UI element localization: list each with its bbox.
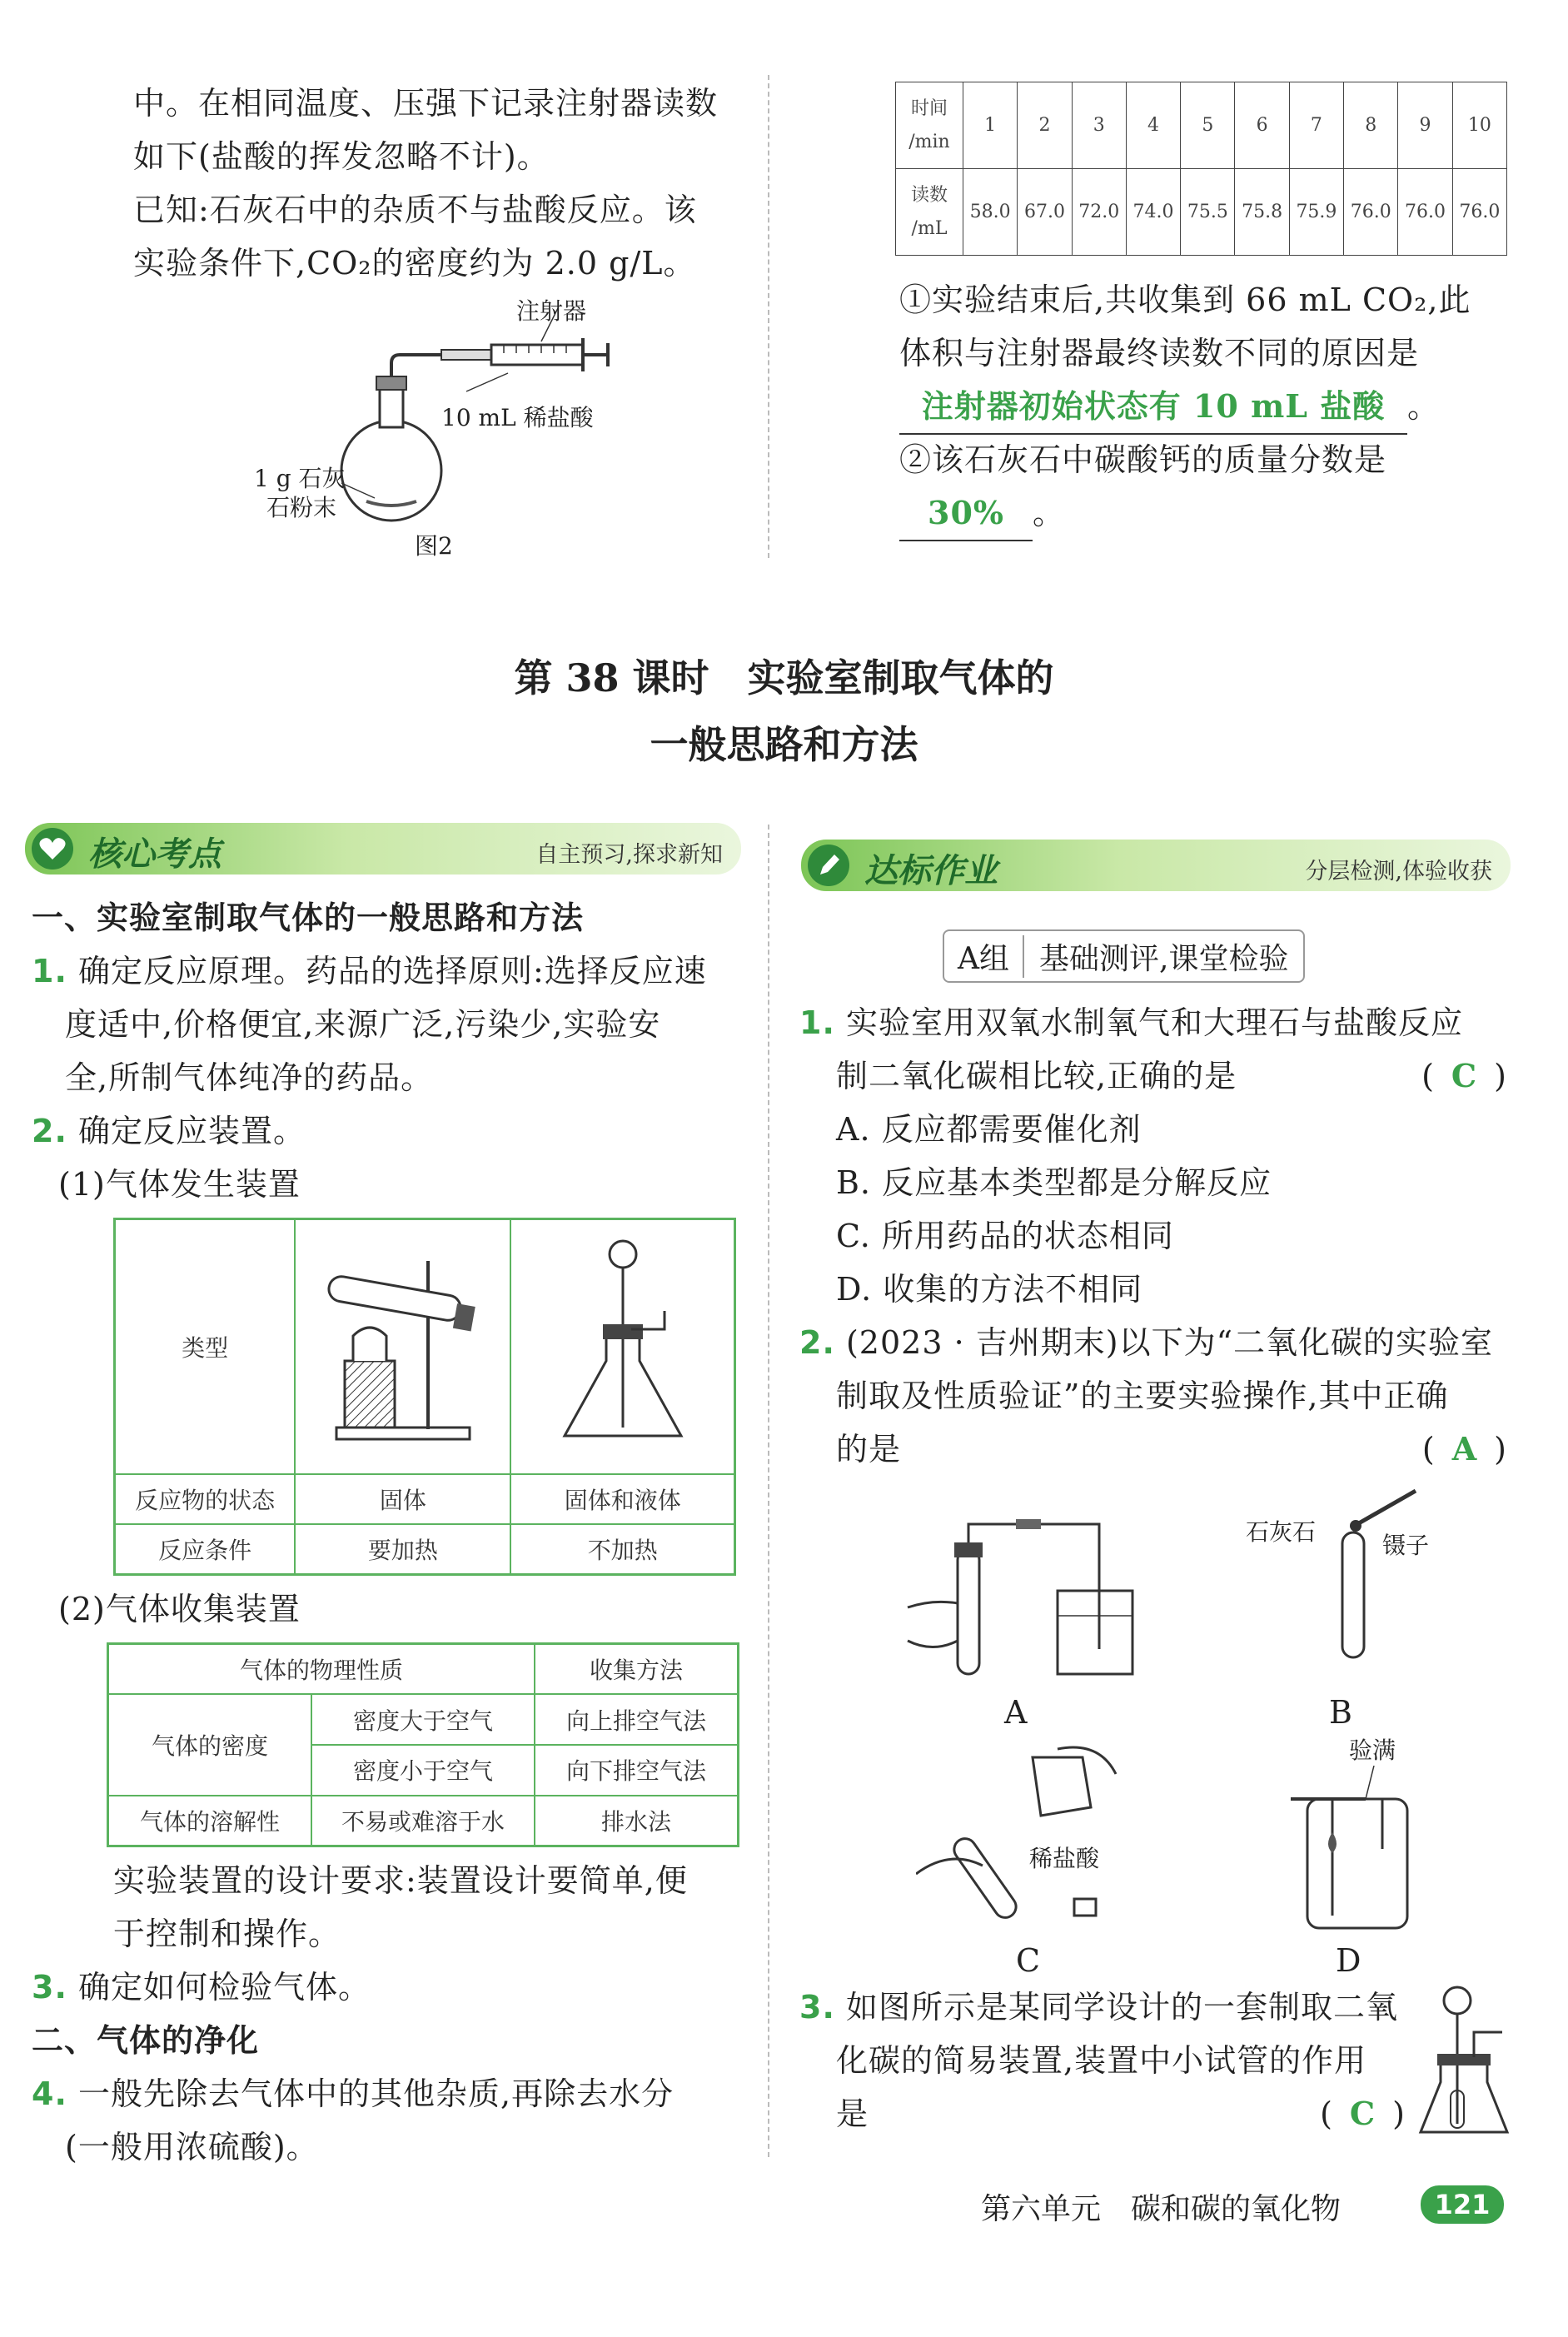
fig-d-label: D xyxy=(1336,1942,1362,1979)
type-label: 类型 xyxy=(115,1219,296,1475)
time-cell: 4 xyxy=(1126,82,1180,169)
fig-c-label: C xyxy=(1016,1942,1042,1979)
reading-cell: 76.0 xyxy=(1398,169,1452,256)
rq2-answer: A xyxy=(1451,1430,1478,1467)
downward-air-method: 向下排空气法 xyxy=(535,1745,739,1796)
q1-line-2: 体积与注射器最终读数不同的原因是 xyxy=(899,335,1420,371)
rq1: 1. 实验室用双氧水制氧气和大理石与盐酸反应 xyxy=(799,1004,1463,1041)
pencil-icon xyxy=(808,845,849,886)
item-4: 4. 一般先除去气体中的其他杂质,再除去水分 xyxy=(32,2075,674,2112)
solubility-label: 气体的溶解性 xyxy=(108,1796,312,1846)
label-hydrochloric-acid: 10 mL 稀盐酸 xyxy=(441,404,594,431)
heating-apparatus-cell xyxy=(295,1219,510,1475)
state-solid-liquid: 固体和液体 xyxy=(510,1474,734,1524)
time-cell: 6 xyxy=(1235,82,1289,169)
label-dilute-hcl: 稀盐酸 xyxy=(1029,1845,1100,1872)
fig-a-label: A xyxy=(1004,1694,1028,1731)
rq1-option-a: A. 反应都需要催化剂 xyxy=(836,1111,1142,1148)
rq2: 2. (2023 · 吉州期末)以下为“二氧化碳的实验室 xyxy=(799,1324,1494,1361)
column-divider-bottom xyxy=(768,825,769,2157)
reading-cell: 76.0 xyxy=(1344,169,1398,256)
density-greater: 密度大于空气 xyxy=(311,1694,535,1745)
reading-cell: 67.0 xyxy=(1018,169,1072,256)
rq1-answer: C xyxy=(1451,1057,1478,1094)
homework-title: 达标作业 xyxy=(864,852,998,890)
condition-heat: 要加热 xyxy=(295,1524,510,1574)
item-1-line-2: 度适中,价格便宜,来源广泛,污染少,实验安 xyxy=(65,1006,661,1043)
heart-icon xyxy=(32,828,73,870)
rq2-line-3: 的是 ( A ) xyxy=(836,1423,1511,1476)
solid-heating-apparatus-icon xyxy=(320,1236,486,1453)
label-check-full: 验满 xyxy=(1349,1737,1396,1764)
rq1-option-b: B. 反应基本类型都是分解反应 xyxy=(836,1164,1272,1201)
reading-cell: 75.5 xyxy=(1181,169,1235,256)
figure-a-airtightness xyxy=(899,1499,1141,1716)
time-cell: 9 xyxy=(1398,82,1452,169)
state-solid: 固体 xyxy=(295,1474,510,1524)
reading-header: 读数 /mL xyxy=(896,169,963,256)
section-1-heading: 一、实验室制取气体的一般思路和方法 xyxy=(32,899,585,936)
time-cell: 8 xyxy=(1344,82,1398,169)
rq1-answer-bracket: ( C ) xyxy=(1421,1057,1507,1094)
subheading-generator: (1)气体发生装置 xyxy=(58,1166,301,1203)
time-cell: 3 xyxy=(1072,82,1126,169)
label-tweezers: 镊子 xyxy=(1382,1532,1430,1559)
q1-line-1: ①实验结束后,共收集到 66 mL CO₂,此 xyxy=(899,282,1471,318)
rq1-option-d: D. 收集的方法不相同 xyxy=(836,1271,1143,1308)
water-displacement-method: 排水法 xyxy=(535,1796,739,1846)
collection-table xyxy=(107,1642,739,1847)
item-2: 2. 确定反应装置。 xyxy=(32,1113,306,1149)
condition-no-heat: 不加热 xyxy=(510,1524,734,1574)
known-line-1: 已知:石灰石中的杂质不与盐酸反应。该 xyxy=(133,192,697,228)
group-title: 基础测评,课堂检验 xyxy=(1039,941,1289,976)
label-powder-1: 1 g 石灰 xyxy=(254,465,346,492)
label-powder-2: 石粉末 xyxy=(266,494,337,521)
item-4-line-2: (一般用浓硫酸)。 xyxy=(65,2129,319,2165)
homework-banner xyxy=(801,840,1511,891)
q2-answer-line: 30% 。 xyxy=(899,486,1065,541)
rq3: 3. 如图所示是某同学设计的一套制取二氧 xyxy=(799,1989,1398,2026)
rq3-line-2: 化碳的简易装置,装置中小试管的作用 xyxy=(836,2042,1367,2079)
homework-subtitle: 分层检测,体验收获 xyxy=(1305,859,1492,884)
item-3: 3. 确定如何检验气体。 xyxy=(32,1969,371,2006)
time-cell: 1 xyxy=(963,82,1018,169)
subheading-collection: (2)气体收集装置 xyxy=(58,1591,301,1627)
group-label: A组 xyxy=(944,935,1024,978)
q3-apparatus-figure xyxy=(1416,1982,1516,2140)
rq3-answer-bracket: ( C ) xyxy=(1320,2095,1406,2132)
q1-answer-line: 注射器初始状态有 10 mL 盐酸 。 xyxy=(899,380,1440,435)
q1-answer: 注射器初始状态有 10 mL 盐酸 xyxy=(899,380,1407,435)
label-limestone: 石灰石 xyxy=(1246,1518,1317,1546)
method-header: 收集方法 xyxy=(535,1644,739,1695)
fig-b-label: B xyxy=(1329,1694,1353,1731)
page-number: 121 xyxy=(1421,2185,1504,2224)
reading-cell: 75.8 xyxy=(1235,169,1289,256)
reading-cell: 74.0 xyxy=(1126,169,1180,256)
intro-line-1: 中。在相同温度、压强下记录注射器读数 xyxy=(133,85,719,122)
density-label: 气体的密度 xyxy=(108,1694,312,1796)
upward-air-method: 向上排空气法 xyxy=(535,1694,739,1745)
known-line-2: 实验条件下,CO₂的密度约为 2.0 g/L。 xyxy=(133,245,696,282)
intro-line-2: 如下(盐酸的挥发忽略不计)。 xyxy=(133,138,550,175)
time-cell: 10 xyxy=(1452,82,1506,169)
reading-cell: 76.0 xyxy=(1452,169,1506,256)
time-cell: 2 xyxy=(1018,82,1072,169)
core-points-subtitle: 自主预习,探求新知 xyxy=(535,842,723,868)
label-syringe: 注射器 xyxy=(516,297,587,325)
condition-label: 反应条件 xyxy=(115,1524,296,1574)
column-divider-top xyxy=(768,75,769,558)
reading-cell: 58.0 xyxy=(963,169,1018,256)
conical-flask-cell xyxy=(510,1219,734,1475)
item-1: 1. 确定反应原理。药品的选择原则:选择反应速 xyxy=(32,953,707,989)
figure-caption: 图2 xyxy=(415,532,453,560)
group-a-tag xyxy=(943,929,1305,983)
design-line-1: 实验装置的设计要求:装置设计要简单,便 xyxy=(113,1862,688,1899)
core-points-banner xyxy=(25,823,741,875)
time-header: 时间 /min xyxy=(896,82,963,169)
footer-unit: 第六单元 碳和碳的氧化物 xyxy=(981,2192,1342,2226)
conical-flask-apparatus-icon xyxy=(540,1236,706,1453)
time-cell: 5 xyxy=(1181,82,1235,169)
state-label: 反应物的状态 xyxy=(115,1474,296,1524)
figure-b-adding-limestone xyxy=(1324,1482,1432,1674)
insoluble: 不易或难溶于水 xyxy=(311,1796,535,1846)
lesson-title-line-2: 一般思路和方法 xyxy=(650,722,918,767)
design-line-2: 于控制和操作。 xyxy=(113,1916,341,1952)
rq2-line-2: 制取及性质验证”的主要实验操作,其中正确 xyxy=(836,1378,1449,1414)
q2-answer: 30% xyxy=(899,486,1033,541)
physical-property-header: 气体的物理性质 xyxy=(108,1644,535,1695)
reading-cell: 75.9 xyxy=(1289,169,1343,256)
rq1-line-2: 制二氧化碳相比较,正确的是 ( C ) xyxy=(836,1049,1511,1103)
section-2-heading: 二、气体的净化 xyxy=(32,2021,260,2059)
time-cell: 7 xyxy=(1289,82,1343,169)
reading-cell: 72.0 xyxy=(1072,169,1126,256)
item-1-line-3: 全,所制气体纯净的药品。 xyxy=(65,1059,434,1096)
density-less: 密度小于空气 xyxy=(311,1745,535,1796)
rq3-answer: C xyxy=(1349,2095,1376,2132)
q2-line-1: ②该石灰石中碳酸钙的质量分数是 xyxy=(899,441,1387,478)
core-points-title: 核心考点 xyxy=(88,835,222,874)
lesson-title-line-1: 第 38 课时 实验室制取气体的 xyxy=(514,655,1054,700)
rq2-answer-bracket: ( A ) xyxy=(1421,1430,1507,1467)
figure-d-checking-full xyxy=(1282,1766,1432,1932)
rq3-line-3: 是 ( C ) xyxy=(836,2087,1411,2140)
figure-c-pouring-acid xyxy=(916,1741,1132,1932)
rq1-option-c: C. 所用药品的状态相同 xyxy=(836,1218,1174,1254)
reading-table xyxy=(895,82,1507,256)
generator-table xyxy=(113,1218,736,1576)
